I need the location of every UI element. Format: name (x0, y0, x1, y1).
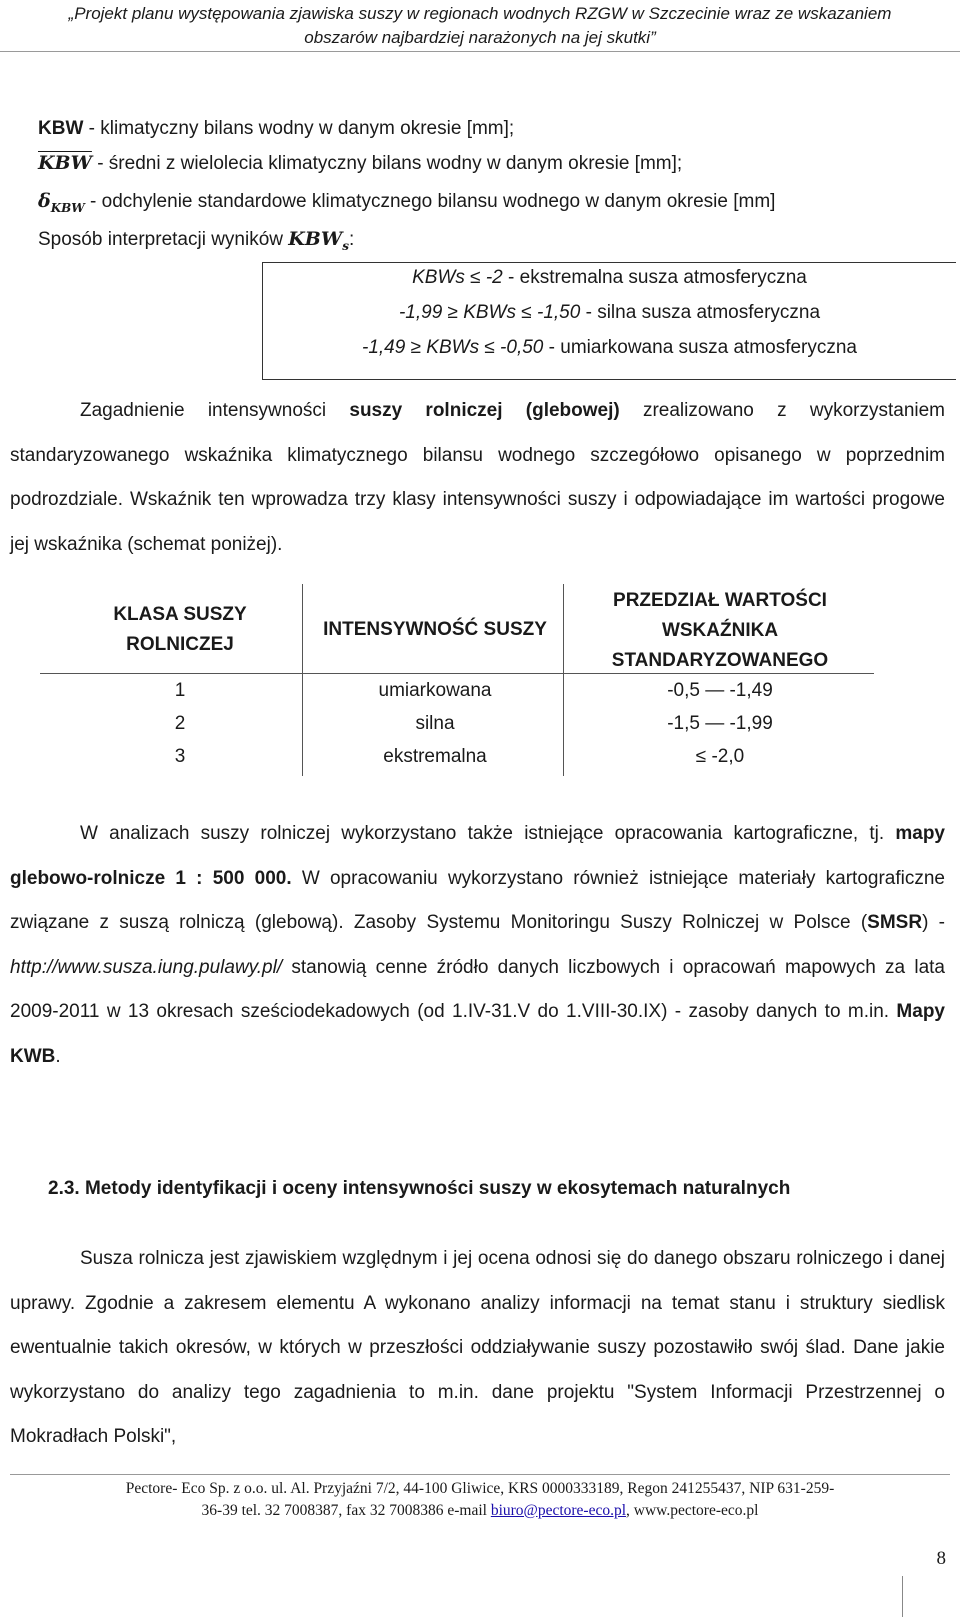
para2-text-3: ) - (922, 912, 945, 933)
para1-text: Zagadnienie intensywności (80, 400, 350, 421)
definition-sd-kbw (38, 188, 775, 221)
para3-text: Susza rolnicza jest zjawiskiem względnym i jej ocena odnosi się do danego obszaru rolniczego i danej uprawy. Zgodnie a zakresem elementu A wykonano analizy informacji na temat stanu i struktury siedlisk ewentualnie takich okresów, w których w przeszłości oddziaływanie suszy pozostawiło swój ślad. Dane jakie wykorzystano do analizy tego zagadnienia to m.in. dane projektu "System Informacji Przestrzennej o Mokradłach Polski", (10, 1248, 945, 1447)
interpretation-row (263, 337, 956, 359)
table-cell-klasa: 3 (174, 746, 186, 767)
interpretation-expr: -1,49 ≥ KBWs ≤ -0,50 (362, 337, 544, 358)
page-number-divider (902, 1576, 903, 1617)
delta-subscript: KBW (50, 200, 85, 215)
table-cell-intensywnosc: umiarkowana (378, 680, 492, 701)
interpretation-row (263, 267, 956, 289)
kbw-symbol: KBW (38, 118, 84, 139)
header-line-1: „Projekt planu występowania zjawiska suszy w regionach wodnych RZGW w Szczecinie wraz ze wskazaniem (68, 4, 892, 23)
para2-text-5: . (55, 1045, 61, 1067)
sd-kbw-definition: - odchylenie standardowe klimatycznego bilansu wodnego w danym okresie [mm] (84, 191, 776, 212)
table-cell-intensywnosc: silna (415, 713, 455, 734)
paragraph-agricultural-drought (10, 389, 945, 567)
table-cell-intensywnosc: ekstremalna (383, 746, 487, 767)
para2-text-4: stanowią cenne źródło danych liczbowych i opracowań mapowych za lata 2009-2011 w 13 okresach sześciodekadowych (od 1.IV-31.V do 1.VIII-30.IX) - zasoby danych to m.in. (10, 956, 945, 1022)
section-heading: 2.3. Metody identyfikacji i oceny intensywności suszy w ekosytemach naturalnych (48, 1178, 791, 1199)
definition-mean-kbw (38, 150, 682, 177)
interpretation-desc: - umiarkowana susza atmosferyczna (543, 337, 857, 358)
footer-website: , www.pectore-eco.pl (626, 1502, 759, 1519)
interpretation-expr: KBWs ≤ -2 (412, 267, 503, 288)
page-footer (0, 1478, 960, 1522)
para2-url: http://www.susza.iung.pulawy.pl/ (10, 956, 283, 978)
interpretation-desc: - silna susza atmosferyczna (580, 302, 821, 323)
kbw-definition: - klimatyczny bilans wodny w danym okresie [mm]; (83, 118, 515, 139)
interpretation-text: Sposób interpretacji wyników (38, 229, 289, 250)
interpretation-desc: - ekstremalna susza atmosferyczna (502, 267, 807, 288)
header-przedzial: PRZEDZIAŁ WARTOŚCI WSKAŹNIKA STANDARYZOWANEGO (611, 590, 829, 671)
page-number: 8 (936, 1548, 946, 1569)
para1-text-2: zrealizowano z wykorzystaniem standaryzowanego wskaźnika klimatycznego bilansu wodnego szczegółowo opisanego w poprzednim podrozdziale. Wskaźnik ten wprowadza trzy klasy intensywności suszy i odpowiadające im wartości progowe jej wskaźnika (schemat poniżej). (10, 400, 946, 555)
para2-bold-smsr: SMSR (867, 912, 923, 933)
para1-bold: suszy rolniczej (glebowej) (349, 400, 620, 421)
interpretation-box (262, 262, 956, 380)
footer-contact: 36-39 tel. 32 7008387, fax 32 7008386 e-mail (201, 1502, 491, 1519)
page-header (0, 0, 960, 52)
paragraph-cartographic-materials (10, 812, 945, 1079)
para2-bold-kwb: Mapy KWB (10, 1001, 945, 1067)
para2-bold-maps: mapy glebowo-rolnicze 1 : 500 000. (10, 823, 945, 889)
kbws-symbol: KBW (288, 228, 343, 250)
mean-kbw-symbol: $\overline{KBW}$ (38, 152, 92, 174)
interpretation-expr: -1,99 ≥ KBWs ≤ -1,50 (398, 302, 581, 323)
header-line-2: obszarów najbardziej narażonych na jej skutki” (304, 28, 656, 47)
mean-kbw-definition: - średni z wielolecia klimatyczny bilans wodny w danym okresie [mm]; (91, 153, 683, 174)
footer-divider (10, 1474, 950, 1475)
table-cell-klasa: 1 (174, 680, 186, 701)
footer-line-1: Pectore- Eco Sp. z o.o. ul. Al. Przyjaźni 7/2, 44-100 Gliwice, KRS 0000333189, Regon 241255437, NIP 631-259- (125, 1480, 835, 1497)
delta-symbol: δ (38, 190, 51, 212)
footer-email-link[interactable]: biuro@pectore-eco.pl (490, 1502, 627, 1519)
interpretation-row (263, 302, 956, 324)
interpretation-intro (38, 226, 354, 259)
interpretation-colon: : (348, 229, 355, 250)
header-klasa: KLASA SUSZY ROLNICZEJ (113, 604, 247, 655)
table-cell-przedzial: -1,5 — -1,99 (667, 713, 773, 734)
header-intensywnosc: INTENSYWNOŚĆ SUSZY (323, 619, 547, 640)
table-cell-przedzial: ≤ -2,0 (695, 746, 745, 767)
para2-text: W analizach suszy rolniczej wykorzystano także istniejące opracowania kartograficzne, tj. (80, 823, 896, 844)
kbws-subscript: s (342, 238, 349, 253)
table-cell-przedzial: -0,5 — -1,49 (667, 680, 773, 701)
paragraph-relative-drought (10, 1237, 945, 1460)
table-cell-klasa: 2 (174, 713, 186, 734)
para2-text-2: W opracowaniu wykorzystano również istniejące materiały kartograficzne związane z suszą rolniczą (glebową). Zasoby Systemu Monitoringu Suszy Rolniczej w Polsce ( (10, 867, 945, 933)
definition-kbw (38, 116, 514, 142)
footer-line-2 (0, 1500, 960, 1522)
